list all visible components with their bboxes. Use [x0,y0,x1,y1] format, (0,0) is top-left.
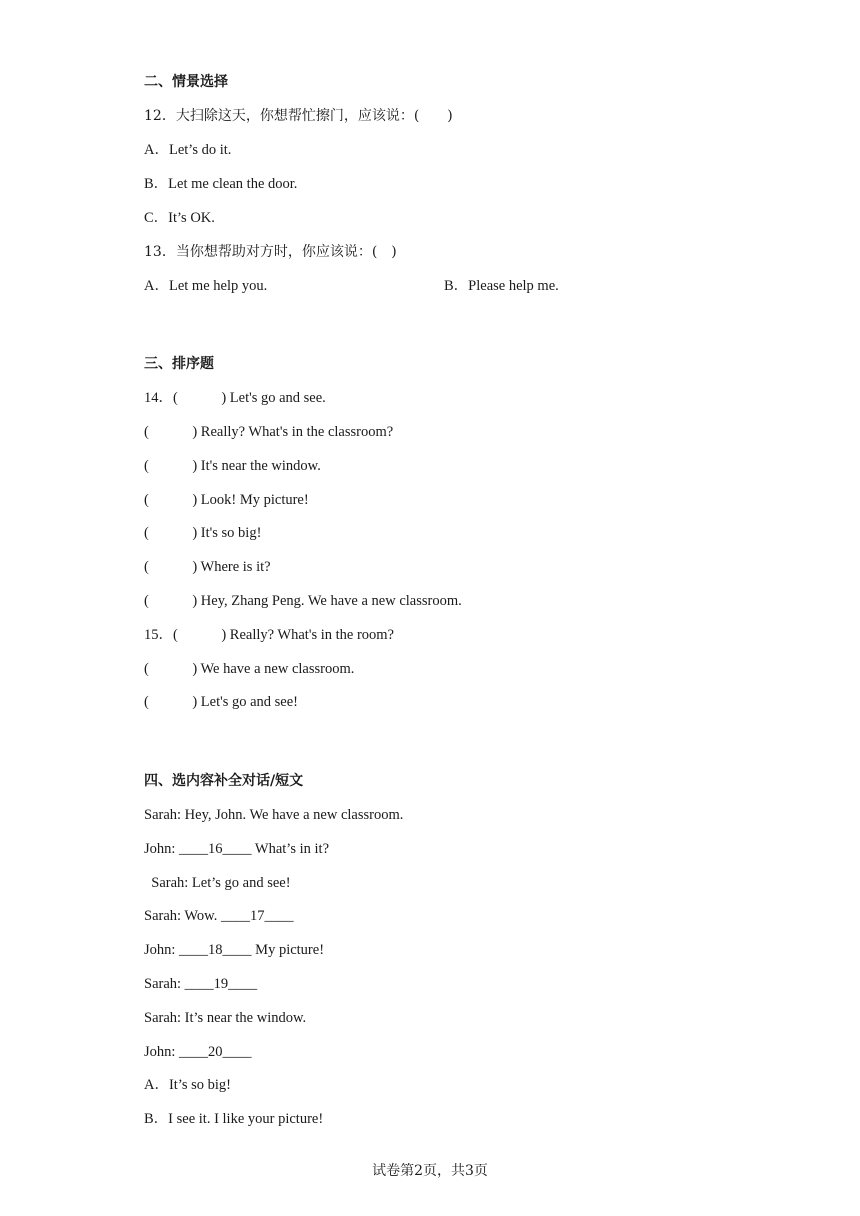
dialog-line-1: Sarah: Hey, John. We have a new classroom. [144,807,404,823]
dialog-line-6: Sarah: ____19____ [144,976,258,992]
question-12: 12．大扫除这天，你想帮忙擦门，应该说：( ) [144,108,453,124]
dialog-line-2: John: ____16____ What’s in it? [144,841,330,857]
q14-line-4: ( ) Look! My picture! [144,492,309,508]
section3-heading: 三、排序题 [144,356,214,372]
dialog-line-4: Sarah: Wow. ____17____ [144,908,294,924]
page-footer: 试卷第2页，共3页 [372,1163,488,1179]
dialog-line-7: Sarah: It’s near the window. [144,1010,307,1026]
q14-line-5: ( ) It's so big! [144,525,262,541]
q15-line-1: 15．( ) Really? What's in the room? [144,627,394,643]
blank-18[interactable]: ____18____ [179,942,252,958]
q13-option-b: B．Please help me. [444,278,559,294]
q12-option-c: C．It’s OK. [144,210,215,226]
dialog-line-5: John: ____18____ My picture! [144,942,325,958]
question-13: 13．当你想帮助对方时，你应该说：( ) [144,244,397,260]
dialog-line-8: John: ____20____ [144,1044,252,1060]
q14-line-7: ( ) Hey, Zhang Peng. We have a new classroom. [144,593,462,609]
q14-line-3: ( ) It's near the window. [144,458,321,474]
blank-19[interactable]: ____19____ [184,976,258,992]
blank-17[interactable]: ____17____ [220,908,294,924]
q12-option-a: A．Let’s do it. [144,142,232,158]
q13-option-a: A．Let me help you. [144,278,268,294]
blank-16[interactable]: ____16____ [179,841,252,857]
section2-heading: 二、情景选择 [144,74,228,90]
q15-line-3: ( ) Let's go and see! [144,694,299,710]
q14-line-2: ( ) Really? What's in the classroom? [144,424,394,440]
q14-line-6: ( ) Where is it? [144,559,271,575]
fill-option-a: A．It’s so big! [144,1077,231,1093]
q14-line-1: 14．( ) Let's go and see. [144,390,326,406]
blank-20[interactable]: ____20____ [179,1044,252,1060]
fill-option-b: B．I see it. I like your picture! [144,1111,324,1127]
q12-option-b: B．Let me clean the door. [144,176,298,192]
section4-heading: 四、选内容补全对话/短文 [144,773,304,789]
dialog-line-3: Sarah: Let’s go and see! [144,875,291,891]
q15-line-2: ( ) We have a new classroom. [144,661,355,677]
